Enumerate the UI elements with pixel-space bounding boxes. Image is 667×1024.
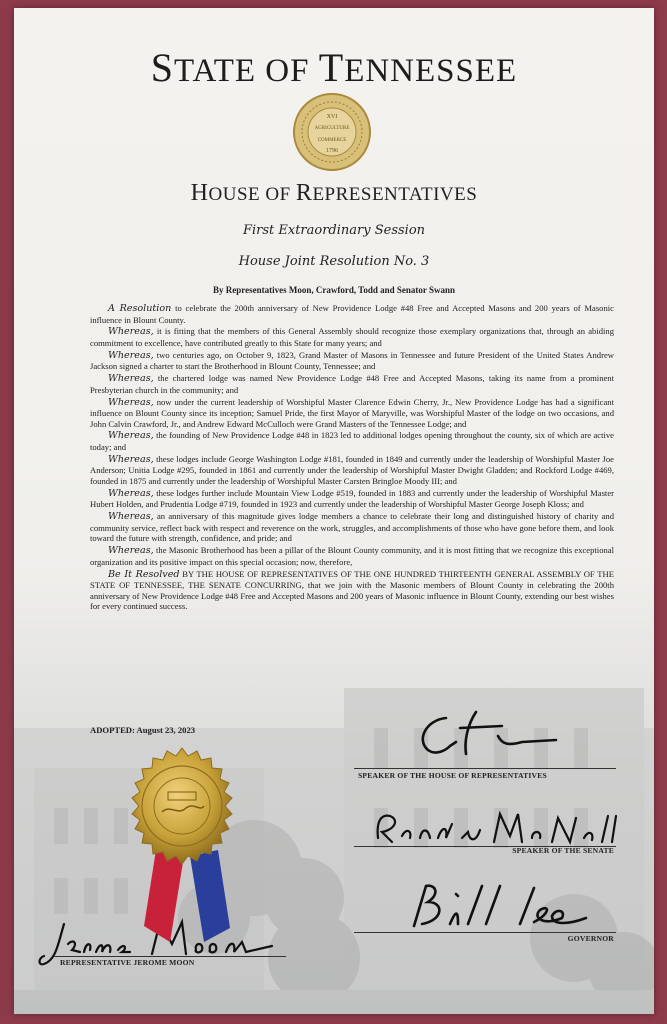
whereas-paragraph: Whereas, the chartered lodge was named New Providence Lodge #48 Free and Accepted Masons, taking its name from a prominent Presbyterian church in the community; and — [90, 373, 614, 395]
document-title: STATE OF TENNESSEE — [150, 45, 518, 90]
resolved-paragraph: Be It Resolved BY THE HOUSE OF REPRESENTATIVES OF THE ONE HUNDRED THIRTEENTH GENERAL ASSEMBLY OF THE STATE OF TENNESSEE, THE SENATE CONCURRING, that we join with the Masonic members of Blount County in celebrating the 200th anniversary of New Providence Lodge #48 Free and Accepted Masons and 200 years of Masonic influence in Blount County, extending our best wishes for every continued success. — [90, 568, 614, 612]
whereas-paragraph: Whereas, an anniversary of this magnitude gives lodge members a chance to celebrate their long and distinguished history of charity and community service, reflect back with respect and reverence on the work, struggles, and accomplishments of those who have gone before them, and look toward the future with strength, confidence, and pride; and — [90, 511, 614, 544]
svg-text:1796: 1796 — [326, 148, 338, 154]
speaker-house-signature — [406, 706, 576, 764]
whereas-paragraph: Whereas, these lodges include George Washington Lodge #181, founded in 1849 and currently under the leadership of Worshipful Master Joe Anderson; Unitia Lodge #295, founded in 1861 and currently under the leadership of Worshipful Master Dwight Gladden; and Rockford Lodge #469, founded in 1875 and currently under the leadership of Worshipful Master Carsten Bringloe Moody III; and — [90, 453, 614, 487]
state-seal-icon — [292, 92, 372, 172]
speaker-house-label: SPEAKER OF THE HOUSE OF REPRESENTATIVES — [358, 771, 547, 780]
whereas-paragraph: Whereas, now under the current leadership of Worshipful Master Clarence Edwin Cherry, Jr., New Providence Lodge has had a significant influence on Blount County since its inception; Samuel Pride, the first Mayor of Maryville, was Worshipful Master of the lodge on two occasions, and John Calvin Crawford, Jr., and Andrew Edward McCulloch were Grand Masters of the Tennessee Lodge; and — [90, 396, 614, 429]
gold-state-seal-icon — [122, 746, 242, 866]
svg-text:AGRICULTURE: AGRICULTURE — [314, 126, 350, 131]
representative-label: REPRESENTATIVE JEROME MOON — [60, 958, 195, 967]
session-title: First Extraordinary Session — [242, 223, 426, 238]
whereas-paragraph: Whereas, two centuries ago, on October 9, 1823, Grand Master of Masons in Tennessee and future President of the United States Andrew Jackson signed a charter to start the Brotherhood in Blount County, Tennessee; and — [90, 349, 614, 372]
governor-signature — [400, 880, 596, 934]
svg-text:XVI: XVI — [326, 114, 338, 120]
whereas-paragraph: Whereas, these lodges further include Mountain View Lodge #519, founded in 1883 and currently under the leadership of Worshipful Master Hubert Holden, and Prudentia Lodge #719, founded in 1923 and currently under the leadership of Worshipful Master George Joseph Kloss; and — [90, 487, 614, 510]
governor-label: GOVERNOR — [567, 934, 614, 943]
speaker-senate-label: SPEAKER OF THE SENATE — [512, 846, 614, 855]
whereas-paragraph: Whereas, the Masonic Brotherhood has been a pillar of the Blount County community, and it is most fitting that we recognize this exceptional organization and its positive impact on this special occasion; now, therefore, — [90, 545, 614, 567]
speaker-senate-signature — [372, 808, 618, 850]
svg-text:COMMERCE: COMMERCE — [317, 138, 347, 143]
chamber-title: HOUSE OF REPRESENTATIVES — [190, 180, 478, 206]
whereas-paragraph: Whereas, it is fitting that the members of this General Assembly should recognize those exemplary organizations that, through an abiding commitment to excellence, have contributed greatly to this State for many years; and — [90, 326, 614, 348]
resolution-body — [90, 303, 614, 613]
resolution-paragraph: A Resolution to celebrate the 200th anniversary of New Providence Lodge #48 Free and Accepted Masons and 200 years of Masonic influence in Blount County. — [90, 303, 614, 325]
resolution-document — [14, 8, 654, 1014]
resolution-number: House Joint Resolution No. 3 — [238, 254, 430, 269]
sponsors-byline: By Representatives Moon, Crawford, Todd and Senator Swann — [213, 285, 455, 295]
adopted-date: ADOPTED: August 23, 2023 — [90, 725, 196, 735]
speaker-house-signature-line — [354, 768, 616, 769]
whereas-paragraph: Whereas, the founding of New Providence Lodge #48 in 1823 led to additional lodges opening throughout the county, six of which are active today; and — [90, 430, 614, 453]
representative-signature-line — [54, 956, 286, 957]
governor-signature-line — [354, 932, 616, 933]
